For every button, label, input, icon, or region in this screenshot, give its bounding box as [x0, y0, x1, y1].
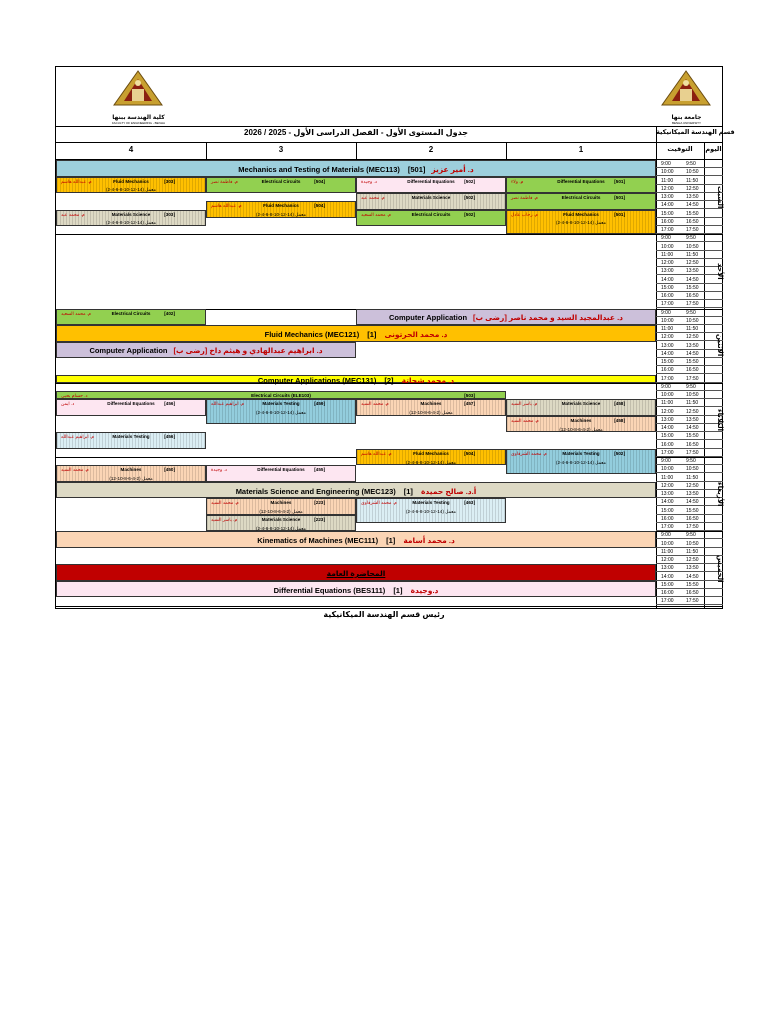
course-title: Materials Science	[561, 401, 601, 407]
slot-end: 11:50	[686, 177, 699, 184]
instructor-name: م. محمد الشرقاوى	[511, 450, 547, 456]
class-session[interactable]	[56, 482, 656, 499]
slot-end: 14:50	[686, 202, 699, 209]
day-label: الخميس	[716, 554, 723, 583]
lab-groups: معمل (14-12-10-8-6-4-2)	[406, 509, 456, 514]
course-title: Differential Equations	[557, 178, 605, 184]
room-number: [504]	[314, 203, 325, 209]
instructor-name: د. محمد شحاتة	[401, 375, 455, 385]
instructor-name: د. أمير عزيز	[431, 164, 474, 174]
session-heading	[57, 536, 655, 545]
instructor-name: م. ياسر السيد	[211, 516, 238, 522]
slot-start: 15:00	[661, 359, 674, 365]
slot-end: 16:50	[686, 590, 699, 596]
lab-groups: معمل (2-4-6-8-10-12)	[109, 476, 153, 481]
session-heading	[57, 165, 655, 174]
instructor-name: م. عبدالله هاشم	[61, 178, 92, 184]
slot-end: 13:50	[686, 268, 699, 275]
schedule-sheet	[55, 66, 735, 609]
instructor-name: م. محمد السعيد	[61, 310, 91, 316]
course-title: Fluid Mechanics	[413, 450, 449, 456]
instructor-name: م. رحاب عادل	[511, 211, 538, 217]
room-number: [2]	[384, 375, 396, 385]
room-number: [456]	[164, 434, 175, 440]
day-label: الأحد	[716, 263, 723, 280]
slot-start: 16:00	[661, 441, 674, 448]
instructor-name: م. محمد الشرقاوى	[361, 500, 397, 506]
instructor-name: د. وجيدة	[211, 467, 227, 473]
slot-start: 9:00	[661, 532, 671, 539]
class-session[interactable]	[56, 531, 656, 548]
instructor-name: د. محمد الحرتونى	[384, 329, 448, 339]
slot-end: 10:50	[686, 466, 699, 473]
slot-start: 14:00	[661, 573, 674, 580]
slot-end: 13:50	[686, 342, 699, 349]
instructor-name: م. عبدالله هاشم	[361, 450, 392, 456]
slot-start: 17:00	[661, 227, 674, 233]
slot-end: 10:50	[686, 540, 699, 547]
slot-start: 14:00	[661, 499, 674, 506]
room-number: [457]	[464, 401, 475, 407]
day-label: الاثنين	[716, 334, 723, 357]
day-label: الثلاثاء	[716, 408, 723, 431]
slot-start: 14:00	[661, 276, 674, 283]
instructor-name: د. ايمن	[61, 401, 75, 407]
class-session[interactable]	[506, 416, 656, 433]
university-logo-subcaption: BENHA UNIVERSITY	[671, 121, 701, 125]
slot-end: 11:50	[686, 548, 699, 555]
slot-end: 11:50	[686, 474, 699, 481]
class-session[interactable]	[56, 581, 656, 598]
slot-end: 17:50	[686, 227, 699, 233]
course-title: Computer Applications (MEC131)	[257, 375, 377, 385]
slot-start: 9:00	[661, 383, 671, 390]
room-number: [501]	[614, 178, 625, 184]
lab-groups: معمل (14-12-10-8-6-4-2)	[106, 220, 156, 226]
room-number: [502]	[464, 211, 475, 217]
course-title: Electrical Circuits	[111, 310, 151, 316]
room-number: [1]	[393, 585, 405, 595]
course-title: Differential Equations (BES111)	[273, 585, 386, 595]
course-title: Kinematics of Machines (MEC111)	[257, 536, 379, 545]
slot-end: 16:50	[686, 293, 699, 299]
university-emblem-icon	[654, 69, 719, 109]
slot-start: 15:00	[661, 581, 674, 588]
course-title: Fluid Mechanics (MEC121)	[264, 329, 360, 339]
slot-start: 13:00	[661, 565, 674, 572]
slot-start: 17:00	[661, 301, 674, 308]
slot-start: 11:00	[661, 400, 674, 407]
room-number: [502]	[464, 178, 475, 184]
class-session[interactable]	[56, 309, 206, 326]
slot-end: 10:50	[686, 317, 699, 324]
slot-end: 13:50	[686, 416, 699, 423]
session-heading	[57, 487, 655, 496]
slot-end: 17:50	[686, 524, 699, 530]
course-title: Fluid Mechanics	[113, 178, 149, 184]
slot-start: 16:00	[661, 293, 674, 299]
room-number: [504]	[314, 178, 325, 184]
instructor-name: د. حسام يحيى	[61, 393, 88, 398]
slot-end: 15:50	[686, 433, 699, 440]
lab-groups: معمل (14-12-10-8-6-4-2)	[256, 410, 306, 415]
course-title: Materials Testing	[112, 434, 150, 440]
class-session[interactable]	[56, 399, 206, 416]
lab-groups: معمل (14-12-10-8-6-4-2)	[556, 220, 606, 226]
class-session[interactable]	[56, 177, 206, 194]
faculty-logo	[106, 69, 171, 123]
class-session[interactable]	[56, 325, 656, 342]
slot-start: 12:00	[661, 185, 674, 192]
room-number: [1]	[367, 329, 379, 339]
class-session[interactable]	[206, 515, 356, 532]
slot-end: 9:50	[686, 458, 696, 464]
instructor-name: د. وجيدة	[361, 178, 377, 184]
class-session[interactable]	[356, 498, 506, 523]
slot-start: 10:00	[661, 392, 674, 398]
slot-start: 15:00	[661, 507, 674, 514]
slot-start: 14:00	[661, 202, 674, 209]
slot-start: 9:00	[661, 458, 671, 464]
slot-start: 11:00	[661, 474, 674, 481]
course-title: Machines	[120, 467, 142, 473]
room-number: [501]	[614, 195, 625, 200]
slot-end: 16:50	[686, 515, 699, 522]
slot-start: 11:00	[661, 326, 674, 332]
slot-start: 13:00	[661, 268, 674, 275]
class-session[interactable]	[506, 177, 656, 194]
instructor-name: د. عبدالمجيد السيد و محمد ناصر [رضى ب]	[473, 313, 624, 323]
room-number: [450]	[164, 467, 175, 473]
slot-start: 16:00	[661, 367, 674, 374]
course-title: Mechanics and Testing of Materials (MEC113)	[238, 164, 400, 174]
room-number: [223]	[314, 516, 325, 522]
slot-start: 9:00	[661, 309, 671, 316]
day-header: اليوم	[705, 146, 722, 153]
slot-end: 14:50	[686, 573, 699, 580]
group-header-3: 3	[278, 145, 284, 154]
slot-start: 10:00	[661, 466, 674, 473]
group-header-1: 1	[578, 145, 584, 154]
slot-start: 11:00	[661, 251, 674, 258]
course-title: المحاضرة العامة	[326, 569, 386, 578]
class-session[interactable]	[56, 391, 506, 399]
session-heading	[57, 376, 655, 385]
department-name: قسم الهندسة الميكانيكية	[656, 129, 735, 136]
class-session[interactable]	[506, 210, 656, 235]
class-session[interactable]	[56, 465, 206, 482]
slot-end: 15:50	[686, 210, 699, 217]
room-number: [1]	[403, 486, 415, 496]
slot-end: 12:50	[686, 185, 699, 192]
instructor-name: م. فاطمة نصر	[211, 178, 238, 184]
class-session[interactable]	[506, 449, 656, 474]
lab-groups: معمل (14-12-10-8-6-4-2)	[256, 212, 306, 217]
room-number: [459]	[314, 401, 325, 407]
room-number: [501]	[614, 211, 625, 217]
course-title: Materials Science	[111, 211, 151, 217]
course-title: Machines	[570, 417, 592, 423]
slot-end: 16:50	[686, 218, 699, 225]
slot-end: 12:50	[686, 334, 699, 341]
slot-end: 13:50	[686, 565, 699, 572]
room-number: [458]	[614, 401, 625, 407]
lab-groups: معمل (2-4-6-8-10-12)	[559, 426, 603, 432]
course-title: Electrical Circuits (ELE103)	[251, 393, 311, 398]
instructor-name: م. محمد السعيد	[361, 211, 391, 217]
course-title: Fluid Mechanics	[263, 203, 299, 209]
slot-start: 17:00	[661, 598, 674, 605]
class-session[interactable]	[206, 201, 356, 218]
course-title: Electrical Circuits	[411, 211, 451, 217]
course-title: Fluid Mechanics	[563, 211, 599, 217]
lab-groups: معمل (14-12-10-8-6-4-2)	[106, 187, 156, 193]
lab-groups: معمل (14-12-10-8-6-4-2)	[406, 459, 456, 465]
slot-end: 13:50	[686, 194, 699, 200]
course-title: Differential Equations	[257, 467, 305, 473]
slot-end: 16:50	[686, 441, 699, 448]
slot-end: 12:50	[686, 482, 699, 489]
room-number: [502]	[464, 195, 475, 200]
slot-end: 9:50	[686, 309, 696, 316]
slot-start: 15:00	[661, 284, 674, 291]
slot-end: 15:50	[686, 581, 699, 588]
slot-end: 11:50	[686, 400, 699, 407]
slot-start: 13:00	[661, 194, 674, 200]
slot-start: 17:00	[661, 524, 674, 530]
slot-end: 9:50	[686, 532, 696, 539]
class-session[interactable]	[56, 564, 656, 581]
instructor-name: د. ابراهيم عبدالهادي و هيثم داخ [رضى ب]	[173, 346, 323, 356]
instructor-name: م. محمد عبد	[361, 195, 385, 200]
class-session[interactable]	[56, 342, 356, 359]
slot-end: 14:50	[686, 425, 699, 431]
slot-start: 13:00	[661, 342, 674, 349]
class-session[interactable]	[356, 210, 506, 227]
slot-start: 12:00	[661, 260, 674, 266]
slot-start: 16:00	[661, 515, 674, 522]
slot-end: 16:50	[686, 367, 699, 374]
class-session[interactable]	[356, 449, 506, 466]
class-session[interactable]	[356, 177, 506, 194]
course-title: Materials Science	[261, 516, 301, 522]
course-title: Differential Equations	[107, 401, 155, 407]
room-number: [501]	[407, 164, 426, 174]
slot-start: 10:00	[661, 540, 674, 547]
course-title: Materials Testing	[412, 500, 450, 506]
slot-end: 14:50	[686, 350, 699, 357]
class-session[interactable]	[356, 399, 506, 416]
instructor-name: د.وجيدة	[410, 585, 439, 595]
slot-end: 10:50	[686, 169, 699, 176]
course-title: Electrical Circuits	[261, 178, 301, 184]
room-number: [303]	[164, 178, 175, 184]
slot-end: 17:50	[686, 301, 699, 308]
course-title: Computer Application	[388, 313, 468, 323]
room-number: [504]	[464, 450, 475, 456]
session-heading	[57, 569, 655, 578]
class-session[interactable]	[206, 498, 356, 515]
day-label: السبت	[716, 185, 723, 209]
course-title: Electrical Circuits	[561, 195, 601, 200]
slot-end: 11:50	[686, 326, 699, 332]
room-number: [455]	[314, 467, 325, 473]
slot-start: 12:00	[661, 408, 674, 415]
slot-end: 17:50	[686, 449, 699, 456]
slot-start: 13:00	[661, 416, 674, 423]
room-number: [223]	[314, 500, 325, 506]
class-session[interactable]	[56, 432, 206, 449]
slot-start: 9:00	[661, 161, 671, 167]
lab-groups: معمل (14-12-10-8-6-4-2)	[556, 459, 606, 465]
session-heading	[57, 346, 355, 355]
group-header-4: 4	[128, 145, 134, 154]
university-logo-caption: جامعة بنها	[671, 115, 702, 121]
slot-start: 9:00	[661, 235, 671, 242]
university-logo	[654, 69, 719, 123]
slot-end: 12:50	[686, 408, 699, 415]
lab-groups: معمل (2-4-6-8-10-12)	[409, 410, 453, 415]
instructor-name: م. ياسر السيد	[511, 401, 538, 407]
class-session[interactable]	[56, 210, 206, 227]
instructor-name: م. ولاء	[511, 178, 524, 184]
class-session[interactable]	[206, 465, 356, 482]
slot-end: 9:50	[686, 235, 696, 242]
room-number: [503]	[464, 393, 475, 398]
slot-end: 11:50	[686, 251, 699, 258]
instructor-name: م. محمد السيد	[361, 401, 389, 407]
slot-end: 17:50	[686, 375, 699, 382]
slot-start: 14:00	[661, 425, 674, 431]
faculty-logo-caption: كلية الهندسة ببنها	[112, 115, 165, 121]
course-title: Machines	[420, 401, 442, 407]
slot-start: 12:00	[661, 557, 674, 563]
slot-end: 15:50	[686, 507, 699, 514]
slot-end: 9:50	[686, 383, 696, 390]
instructor-name: م. ابراهيم عبدالله	[211, 401, 245, 407]
slot-start: 10:00	[661, 243, 674, 250]
slot-end: 14:50	[686, 276, 699, 283]
slot-end: 12:50	[686, 260, 699, 266]
slot-start: 10:00	[661, 169, 674, 176]
course-title: Machines	[270, 500, 292, 506]
slot-end: 10:50	[686, 243, 699, 250]
instructor-name: م. فاطمة نصر	[511, 195, 538, 200]
course-title: Materials Testing	[562, 450, 600, 456]
time-header: التوقيت	[667, 146, 693, 153]
class-session[interactable]	[206, 399, 356, 424]
room-number: [458]	[614, 417, 625, 423]
room-number: [1]	[386, 536, 398, 545]
instructor-name: م. محمد السيد	[511, 417, 539, 423]
session-heading	[357, 313, 655, 322]
slot-start: 11:00	[661, 548, 674, 555]
slot-start: 17:00	[661, 375, 674, 382]
slot-start: 11:00	[661, 177, 674, 184]
room-number: [456]	[164, 401, 175, 407]
slot-start: 14:00	[661, 350, 674, 357]
course-title: Differential Equations	[407, 178, 455, 184]
slot-end: 17:50	[686, 598, 699, 605]
lab-groups: معمل (14-12-10-8-6-4-2)	[256, 525, 306, 531]
page-title: جدول المستوى الأول - الفصل الدراسى الأول - 2025 / 2026	[244, 128, 468, 137]
room-number: [303]	[164, 211, 175, 217]
slot-start: 17:00	[661, 449, 674, 456]
slot-end: 10:50	[686, 392, 699, 398]
class-session[interactable]	[56, 160, 656, 177]
lab-groups: معمل (2-4-6-8-10-12)	[259, 509, 303, 514]
slot-start: 12:00	[661, 334, 674, 341]
faculty-emblem-icon	[106, 69, 171, 109]
slot-end: 12:50	[686, 557, 699, 563]
faculty-logo-subcaption: FACULTY OF ENGINEERING - BENHA	[111, 121, 166, 125]
instructor-name: أ.د. صالح حميدة	[421, 486, 477, 496]
instructor-name: م. محمد السيد	[211, 500, 239, 506]
slot-start: 16:00	[661, 218, 674, 225]
slot-start: 12:00	[661, 482, 674, 489]
slot-end: 13:50	[686, 491, 699, 497]
group-header-2: 2	[428, 145, 434, 154]
slot-start: 15:00	[661, 433, 674, 440]
room-number: [463]	[464, 500, 475, 506]
slot-end: 15:50	[686, 284, 699, 291]
department-head-signature: رئيس قسم الهندسة الميكانيكية	[323, 610, 445, 619]
class-session[interactable]	[56, 375, 656, 383]
room-number: [402]	[164, 310, 175, 316]
slot-end: 14:50	[686, 499, 699, 506]
slot-end: 9:50	[686, 161, 696, 167]
class-session[interactable]	[206, 177, 356, 194]
session-heading	[57, 586, 655, 595]
instructor-name: د. محمد أسامة	[403, 536, 455, 545]
slot-start: 10:00	[661, 317, 674, 324]
room-number: [502]	[614, 450, 625, 456]
class-session[interactable]	[356, 193, 506, 210]
instructor-name: م. عبدالله هاشم	[211, 203, 242, 209]
class-session[interactable]	[356, 309, 656, 326]
course-title: Materials Testing	[262, 401, 300, 407]
course-title: Materials Science and Engineering (MEC123)	[235, 486, 396, 496]
day-label: الأربعاء	[716, 481, 723, 507]
slot-start: 13:00	[661, 491, 674, 497]
class-session[interactable]	[506, 193, 656, 210]
instructor-name: م. محمد عبد	[61, 211, 85, 217]
instructor-name: م. محمد السيد	[61, 467, 89, 473]
slot-start: 15:00	[661, 210, 674, 217]
course-title: Computer Application	[89, 346, 168, 356]
class-session[interactable]	[506, 399, 656, 416]
slot-end: 15:50	[686, 359, 699, 365]
session-heading	[57, 330, 655, 339]
course-title: Materials Science	[411, 195, 451, 200]
slot-start: 16:00	[661, 590, 674, 596]
instructor-name: م. ابراهيم عبدالله	[61, 434, 95, 440]
